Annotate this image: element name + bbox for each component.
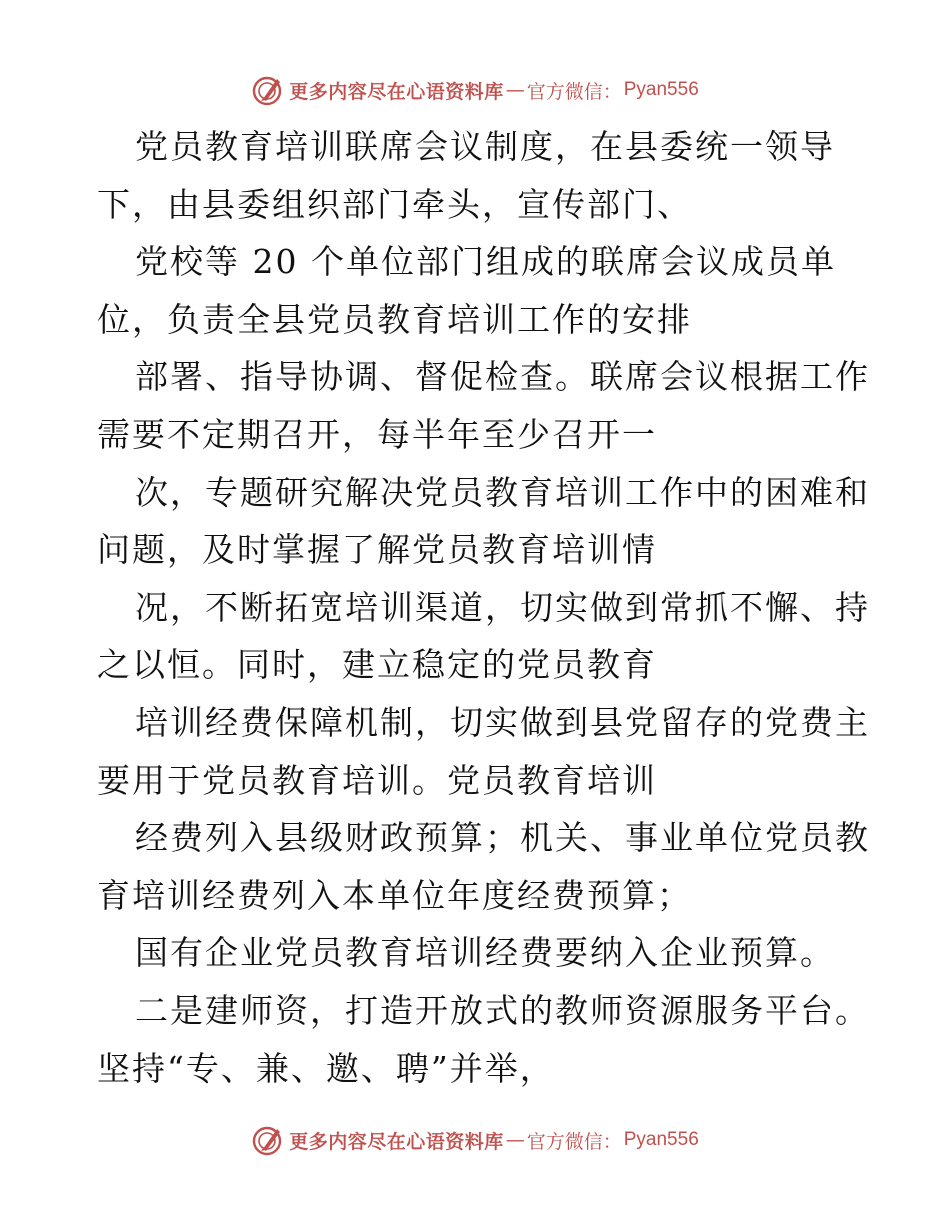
- banner-title: 更多内容尽在心语资料库: [289, 1130, 504, 1153]
- banner-dash: —: [505, 79, 525, 101]
- text-line: 党校等 20 个单位部门组成的联席会议成员单: [135, 242, 836, 282]
- text-line: 次，专题研究解决党员教育培训工作中的困难和: [135, 472, 870, 512]
- text-line: 国有企业党员教育培训经费要纳入企业预算。: [135, 933, 835, 973]
- footer-banner: [0, 1120, 950, 1160]
- text-line: 党员教育培训联席会议制度，在县委统一领导: [135, 127, 835, 166]
- text-line: 位，负责全县党员教育培训工作的安排: [97, 299, 692, 339]
- text-line: 育培训经费列入本单位年度经费预算；: [97, 875, 692, 915]
- text-line: 二是建师资，打造开放式的教师资源服务平台。: [135, 990, 870, 1030]
- text-line: 问题，及时掌握了解党员教育培训情: [97, 530, 657, 570]
- banner-wechat-id: Pyan556: [623, 79, 699, 100]
- header-banner: [0, 70, 950, 110]
- document-body: [97, 118, 877, 1097]
- text-line: 之以恒。同时，建立稳定的党员教育: [97, 645, 657, 685]
- text-line: 坚持“专、兼、邀、聘”并举，: [97, 1048, 555, 1088]
- banner-wechat-id: Pyan556: [623, 1129, 699, 1150]
- text-line: 况，不断拓宽培训渠道，切实做到常抓不懈、持: [135, 587, 870, 627]
- text-line: 需要不定期召开，每半年至少召开一: [97, 414, 657, 454]
- banner-wechat-label: 官方微信：: [526, 1130, 622, 1153]
- text-line: 部署、指导协调、督促检查。联席会议根据工作: [135, 357, 870, 397]
- text-line: 经费列入县级财政预算；机关、事业单位党员教: [135, 818, 870, 858]
- text-line: 下，由县委组织部门牵头，宣传部门、: [97, 184, 692, 224]
- quill-logo-icon: [251, 1123, 285, 1157]
- quill-logo-icon: [251, 73, 285, 107]
- text-line: 培训经费保障机制，切实做到县党留存的党费主: [135, 702, 870, 742]
- text-line: 要用于党员教育培训。党员教育培训: [97, 760, 657, 800]
- banner-dash: —: [505, 1129, 525, 1151]
- banner-title: 更多内容尽在心语资料库: [289, 80, 504, 103]
- banner-wechat-label: 官方微信：: [526, 80, 622, 103]
